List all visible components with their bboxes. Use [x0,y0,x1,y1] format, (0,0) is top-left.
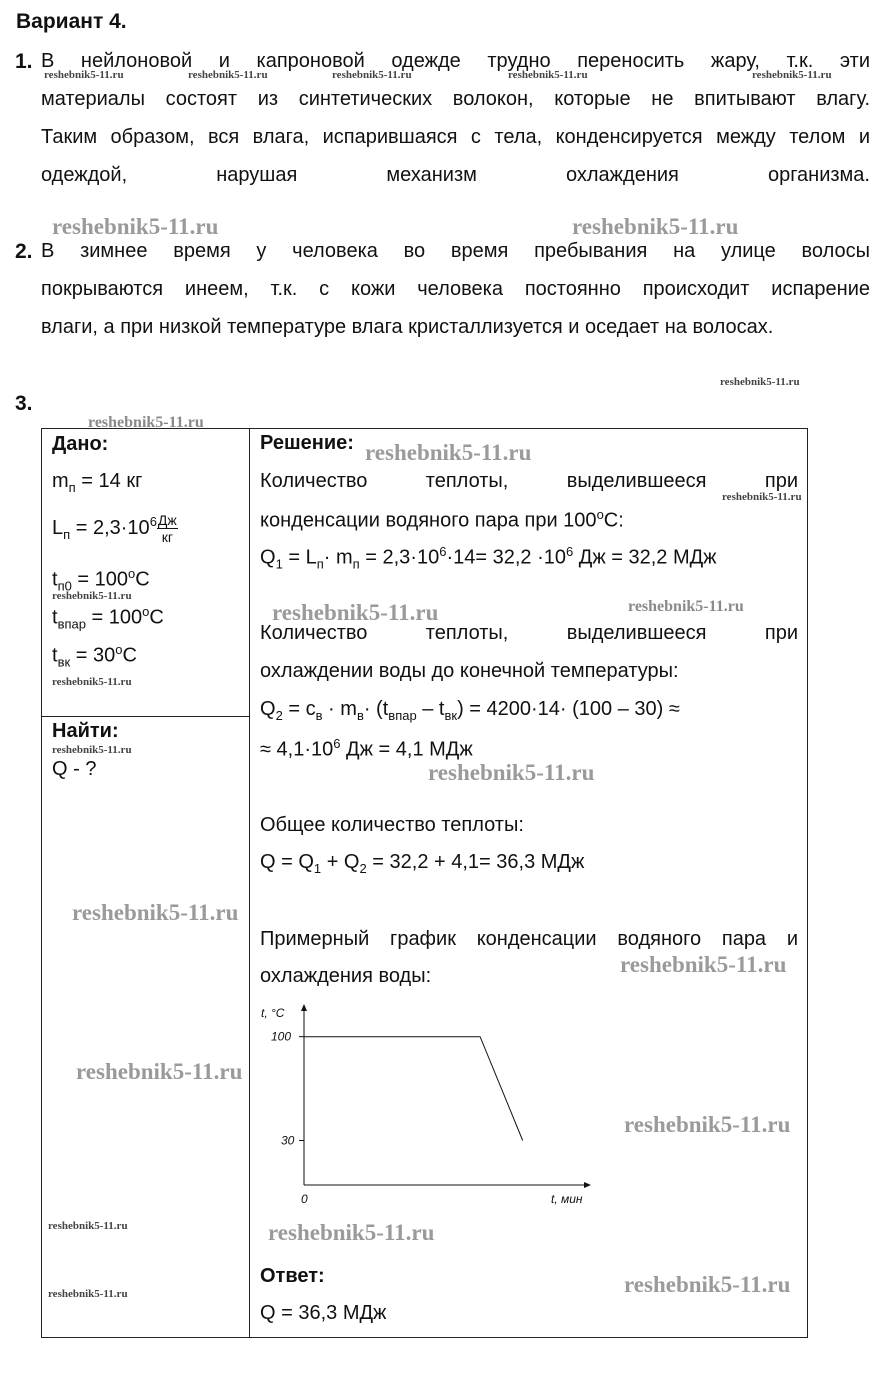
y-tick-100: 100 [271,1029,292,1044]
watermark: reshebnik5-11.ru [620,952,787,977]
watermark: reshebnik5-11.ru [628,598,744,615]
watermark: reshebnik5-11.ru [52,676,132,688]
answer-value: Q = 36,3 МДж [260,1302,387,1324]
watermark: reshebnik5-11.ru [52,214,219,239]
watermark: reshebnik5-11.ru [624,1112,791,1137]
problem-3-number: 3. [15,392,33,415]
watermark: reshebnik5-11.ru [48,1288,128,1300]
equation-q2-result: ≈ $4,1\cdot 10^6$ Дж = 4,1 МДж [260,736,473,761]
watermark: reshebnik5-11.ru [188,69,268,81]
watermark: reshebnik5-11.ru [508,69,588,81]
watermark: reshebnik5-11.ru [76,1059,243,1084]
given-latent-heat: $L_п = 2,3\cdot 10^6$ $\frac{Дж}{кг}$ [52,512,177,545]
watermark: reshebnik5-11.ru [48,1220,128,1232]
problem-2-number: 2. [15,240,33,263]
graph-caption-line2: охлаждения воды: [260,965,432,987]
watermark: reshebnik5-11.ru [268,1220,435,1245]
watermark: reshebnik5-11.ru [52,590,132,602]
watermark: reshebnik5-11.ru [332,69,412,81]
watermark: reshebnik5-11.ru [365,440,532,465]
problem-2-text: В зимнее время у человека во время пребывания на улице волосы покрываются инеем, т.к. с кожи человека постоянно происходит испарение влаги, а при низкой температуре влага кристаллизуется и оседает на волосах. [41,240,870,338]
watermark: reshebnik5-11.ru [72,900,239,925]
temperature-curve [304,1037,523,1141]
find-value: Q - ? [52,758,97,780]
given-t-p0: $t_{п0} = 100^oC$ [52,566,150,594]
given-find-divider [41,716,249,717]
solution-heading: Решение: [260,432,354,454]
equation-total: $Q = Q_1 + Q_2 = 32,2 + 4,1= 36,3$ МДж [260,851,585,876]
solution-step1-line2: конденсации водяного пара при 100$^o$С: [260,507,624,532]
watermark: reshebnik5-11.ru [752,69,832,81]
answer-heading: Ответ: [260,1265,325,1287]
watermark: reshebnik5-11.ru [624,1272,791,1297]
given-heading: Дано: [52,433,109,455]
table-column-divider [249,428,250,1338]
watermark: reshebnik5-11.ru [428,760,595,785]
y-tick-30: 30 [281,1133,295,1148]
origin-label: 0 [301,1192,308,1206]
y-axis-label: t, °C [261,1006,285,1020]
watermark: reshebnik5-11.ru [572,214,739,239]
solution-step2-line1: Количество теплоты, выделившееся при [260,622,798,644]
watermark: reshebnik5-11.ru [44,69,124,81]
x-axis-label: t, мин [551,1192,583,1206]
solution-step2-line2: охлаждении воды до конечной температуры: [260,660,679,682]
solution-step1-line1: Количество теплоты, выделившееся при [260,470,798,492]
problem-1-text: В нейлоновой и капроновой одежде трудно переносить жару, т.к. эти материалы состоят из синтетических волокон, которые не впитывают влагу. Таким образом, вся влага, испарившаяся с тела, конденсируется между телом и одеждой, нарушая механизм охлаждения организма. [41,50,870,186]
given-t-vk: $t_{вк} = 30^oC$ [52,642,137,670]
given-t-vpar: $t_{впар} = 100^oC$ [52,604,164,632]
watermark: reshebnik5-11.ru [52,744,132,756]
watermark: reshebnik5-11.ru [722,491,802,503]
equation-q2: $Q_2 = c_в \cdot m_в\cdot (t_{впар} - t_{вк}) = 4200\cdot 14\cdot (100 - 30)$ ≈ [260,698,680,723]
given-mass: $m_п = 14$ кг [52,470,143,495]
graph-caption-line1: Примерный график конденсации водяного пара и [260,928,798,950]
temperature-graph [255,995,615,1215]
page-title: Вариант 4. [16,10,127,33]
equation-q1: $Q_1 = L_п\cdot m_п = 2,3\cdot 10^6\cdot 14= 32,2 \cdot 10^6$ Дж = 32,2 МДж [260,544,717,572]
watermark: reshebnik5-11.ru [88,414,204,431]
watermark: reshebnik5-11.ru [272,600,439,625]
find-heading: Найти: [52,720,119,742]
problem-1-number: 1. [15,50,33,73]
total-heat-label: Общее количество теплоты: [260,814,524,836]
watermark: reshebnik5-11.ru [720,376,800,388]
